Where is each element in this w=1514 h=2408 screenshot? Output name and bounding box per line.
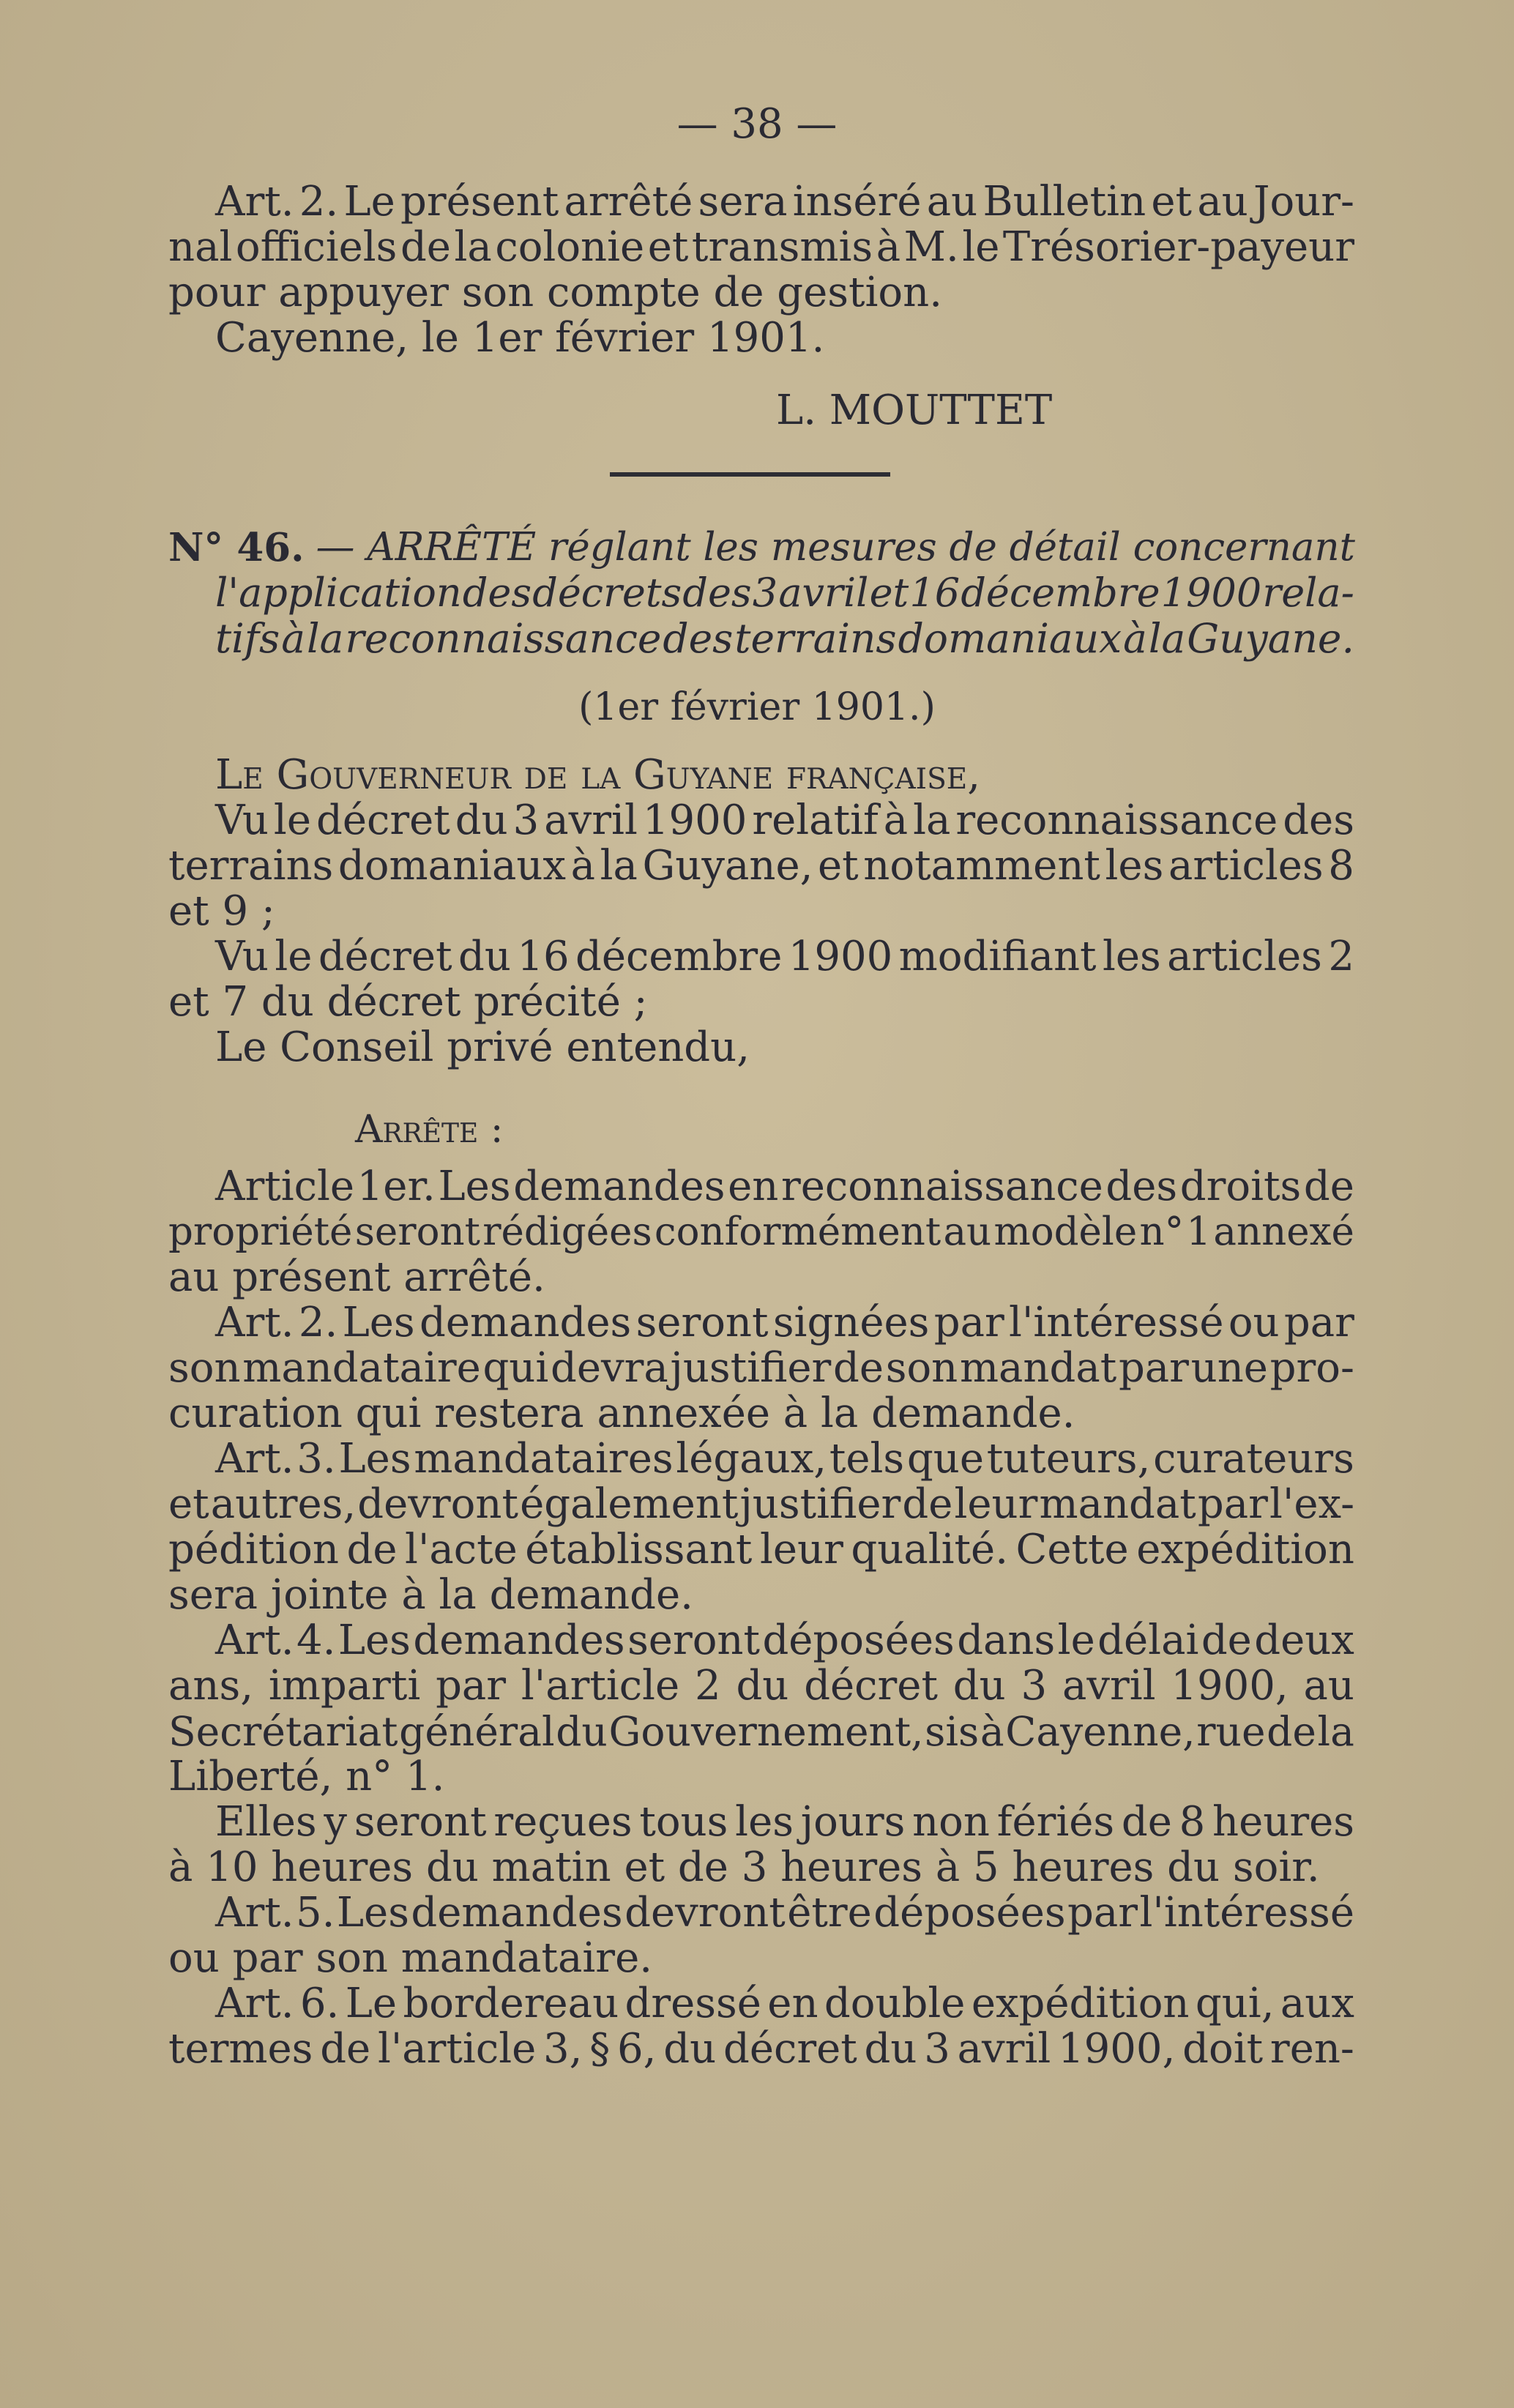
decree-heading <box>168 525 1354 661</box>
place-date-line: Cayenne, le 1er février 1901. <box>215 314 825 362</box>
decree-title-line-2: l'application des décrets des 3 avril et 16 décembre 1900 rela- <box>215 570 1354 616</box>
text-line: sera jointe à la demande. <box>168 1571 693 1619</box>
text-line: Article 1er. Les demandes en reconnaissance des droits de <box>215 1163 1354 1210</box>
body-text <box>168 753 1354 1070</box>
text-line: Vu le décret du 3 avril 1900 relatif à la reconnaissance des <box>215 797 1354 844</box>
text-line: au présent arrêté. <box>168 1253 545 1301</box>
text-line: nal officiels de la colonie et transmis à M. le Trésorier-payeur <box>168 223 1354 271</box>
text-line: son mandataire qui devra justifier de son mandat par une pro- <box>168 1344 1354 1392</box>
text-line: ans, imparti par l'article 2 du décret du 3 avril 1900, au <box>168 1662 1354 1710</box>
text-line: pour appuyer son compte de gestion. <box>168 269 942 316</box>
text-line: Art. 4. Les demandes seront déposées dans le délai de deux <box>215 1617 1354 1664</box>
text-line: et 9 ; <box>168 887 275 935</box>
decree-title-line-3: tifs à la reconnaissance des terrains domaniaux à la Guyane. <box>215 615 1354 662</box>
text-line: et 7 du décret précité ; <box>168 978 648 1026</box>
text-line: et autres, devront également justifier de leur mandat par l'ex- <box>168 1480 1354 1528</box>
previous-decree-article-2 <box>168 179 1354 361</box>
text-line: Art. 2. Les demandes seront signées par l'intéressé ou par <box>215 1299 1354 1346</box>
text-line: Liberté, n° 1. <box>168 1753 445 1800</box>
gouverneur-line: Le Gouverneur de la Guyane française, <box>215 751 981 799</box>
decree-number: N° 46. <box>168 525 305 570</box>
text-line: ou par son mandataire. <box>168 1934 653 1982</box>
text-line: Le Conseil privé entendu, <box>215 1024 750 1071</box>
decree-date: (1er février 1901.) <box>578 685 936 729</box>
text-line: Art. 6. Le bordereau dressé en double expédition qui, aux <box>215 1980 1354 2027</box>
page-number: — 38 — <box>676 100 838 148</box>
text-line: Vu le décret du 16 décembre 1900 modifiant les articles 2 <box>215 933 1354 980</box>
section-divider <box>610 472 890 477</box>
text-line: propriété seront rédigées conformément au modèle n° 1 annexé <box>168 1209 1354 1254</box>
text-line: terrains domaniaux à la Guyane, et notamment les articles 8 <box>168 842 1354 890</box>
arrete-heading: Arrête : <box>355 1108 504 1152</box>
text-line: Art. 5. Les demandes devront être déposées par l'intéressé <box>215 1889 1354 1937</box>
text-line: Secrétariat général du Gouvernement, sis à Cayenne, rue de la <box>168 1708 1354 1755</box>
text-line: curation qui restera annexée à la demande. <box>168 1390 1075 1437</box>
text-line: Art. 2. Le présent arrêté sera inséré au Bulletin et au Jour- <box>215 178 1354 225</box>
text-line: Elles y seront reçues tous les jours non fériés de 8 heures <box>215 1798 1354 1846</box>
articles <box>168 1164 1354 2072</box>
text-line: pédition de l'acte établissant leur qualité. Cette expédition <box>168 1526 1354 1573</box>
decree-title-line-1: N° 46. — ARRÊTÉ réglant les mesures de détail concernant <box>168 525 1355 570</box>
text-line: Art. 3. Les mandataires légaux, tels que tuteurs, curateurs <box>215 1435 1354 1483</box>
text-line: termes de l'article 3, § 6, du décret du 3 avril 1900, doit ren- <box>168 2025 1354 2073</box>
signature: L. MOUTTET <box>776 387 1053 434</box>
text-line: à 10 heures du matin et de 3 heures à 5 heures du soir. <box>168 1844 1320 1891</box>
